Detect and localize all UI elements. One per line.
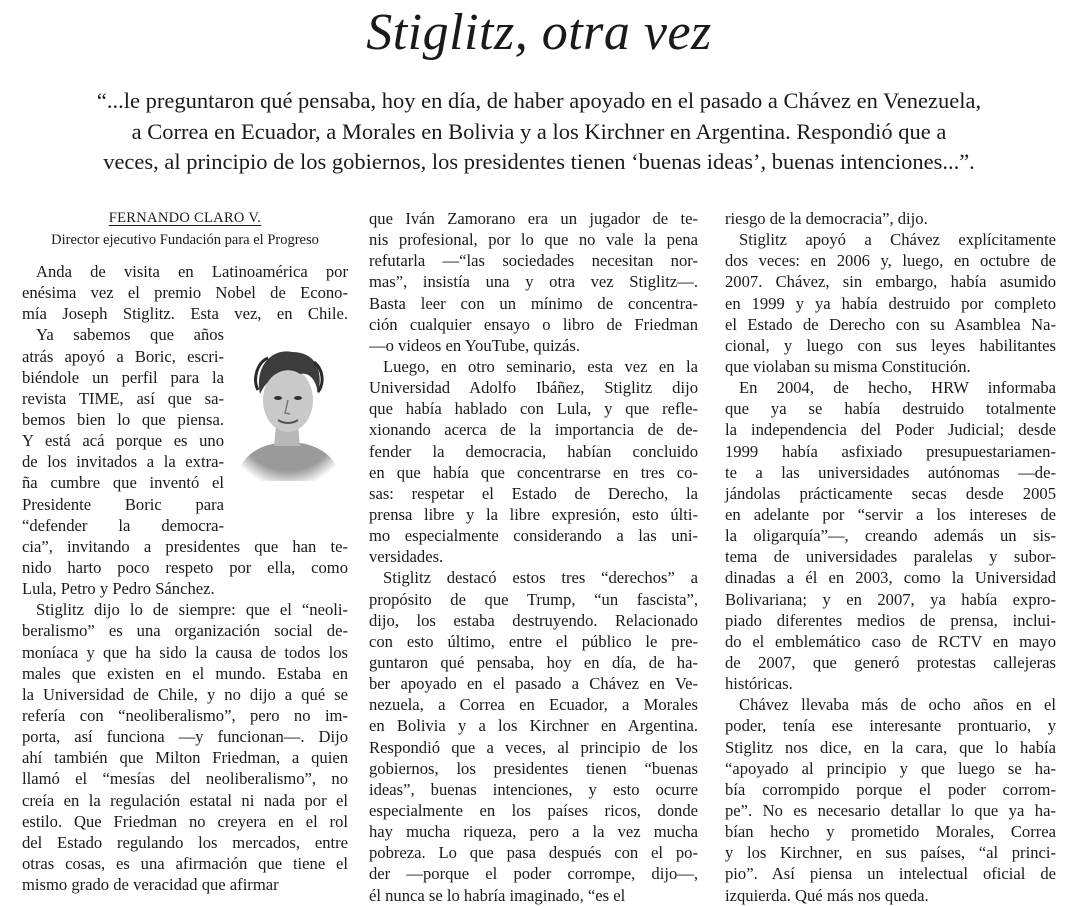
text-line: creía en la regulación estatal ni nada por el: [22, 790, 348, 810]
text-line: pio”. Así piensa un intelectual oficial de: [725, 864, 1056, 884]
text-line: Presidente Boric para: [22, 494, 224, 514]
text-line: y los Kirchner, en sus países, “al princi-: [725, 843, 1056, 863]
text-line: Anda de visita en Latinoamérica por: [36, 262, 348, 281]
text-line: él nunca se lo habría imaginado, “es el: [369, 885, 626, 905]
text-line: la oligarquía”—, creando además un sis-: [725, 526, 1056, 546]
text-line: xionando acerca de la importancia de de-: [369, 420, 698, 440]
text-line: con esto último, entre el público le pre-: [369, 631, 698, 651]
text-line: 1999 había asfixiado presupuestariamen-: [725, 441, 1056, 461]
text-line: enésima vez el premio Nobel de Econo-: [22, 283, 348, 303]
text-line: del Estado regulando los mercados, entre: [22, 832, 348, 852]
text-line: “defender la democra-: [22, 515, 224, 535]
text-line: de los invitados a la extra-: [22, 452, 224, 472]
text-line: atrás apoyó a Boric, escri-: [22, 346, 224, 366]
text-line: propósito de que Trump, “un fascista”,: [369, 589, 698, 609]
text-line: refería con “neoliberalismo”, pero no im-: [22, 705, 348, 725]
lead-line: veces, al principio de los gobiernos, los presidentes tienen ‘buenas ideas’, buenas intenciones...”.: [103, 149, 975, 174]
text-line: porta, así funciona —y funcionan—. Dijo: [22, 727, 348, 747]
text-line: males que existen en el mundo. Estaba en: [22, 663, 348, 683]
column-3: [725, 208, 1056, 906]
lead-line: “...le preguntaron qué pensaba, hoy en día, de haber apoyado en el pasado a Chávez en Venezuela,: [96, 88, 982, 113]
text-line: cional, y luego con sus leyes habilitantes: [725, 335, 1056, 355]
text-line: ña cumbre que inventó el: [22, 473, 224, 493]
text-line: en adelante por “servir a los intereses de: [725, 504, 1056, 524]
text-line: ber apoyado en el pasado a Chávez en Ve-: [369, 674, 698, 694]
text-line: ideas”, buenas intenciones, y esto ocurre: [369, 779, 698, 799]
text-line: mas”, insistía una y otra vez Stiglitz—.: [369, 272, 698, 292]
text-line: históricas.: [725, 674, 793, 694]
text-line: “apoyado al principio y que luego se ha-: [725, 758, 1056, 778]
text-line: Stiglitz destacó estos tres “derechos” a: [383, 568, 698, 588]
author-role: Director ejecutivo Fundación para el Progreso: [51, 232, 319, 248]
text-line: Luego, en otro seminario, esta vez en la: [383, 356, 698, 376]
author-name: FERNANDO CLARO V.: [108, 210, 262, 226]
text-line: dinadas a él en 2003, como la Universidad: [725, 568, 1056, 588]
text-line: mo especialmente considerando a las uni-: [369, 526, 698, 546]
text-line: hay mucha riqueza, pero a la vez mucha: [369, 822, 698, 842]
text-line: bemos bien lo que piensa.: [22, 409, 224, 429]
text-line: llamó el “mesías del neoliberalismo”, no: [22, 769, 348, 789]
text-line: de 2007, que generó protestas callejeras: [725, 652, 1056, 672]
text-line: nido harto poco respeto por ella, como: [22, 557, 348, 577]
text-line: que ya se había destruido totalmente: [725, 399, 1056, 419]
text-line: moníaca y que ha sido la causa de todos los: [22, 642, 348, 662]
text-line: Basta leer con un mínimo de concentra-: [369, 293, 698, 313]
column-1: [22, 208, 348, 895]
text-line: ahí también que Milton Friedman, a quien: [22, 748, 348, 768]
text-line: te a las universidades autónomas —de-: [725, 462, 1056, 482]
text-line: nis profesional, por lo que no vale la pena: [369, 230, 698, 250]
text-line: guntaron qué pensaba, hoy en día, de ha-: [369, 652, 698, 672]
text-line: dijo, los estaba destruyendo. Relacionado: [369, 610, 698, 630]
text-line: mismo grado de veracidad que afirmar: [22, 875, 279, 895]
lead-line: a Correa en Ecuador, a Morales en Bolivia y a los Kirchner en Argentina. Respondió que a: [131, 118, 947, 144]
text-line: biéndole un perfil para la: [22, 367, 224, 387]
text-line: bían hecho y prometido Morales, Correa: [725, 822, 1056, 842]
text-line: estilo. Que Friedman no creyera en el rol: [22, 811, 348, 831]
column-2-text: [369, 208, 698, 906]
author-photo: [228, 338, 348, 481]
text-line: —o videos en YouTube, quizás.: [369, 335, 580, 355]
text-line: piado diferentes medios de prensa, inclui-: [725, 610, 1056, 630]
text-line: versidades.: [369, 547, 444, 567]
text-line: en 1999 y ya había destruido por completo: [725, 293, 1056, 313]
text-line: especialmente en los países ricos, donde: [369, 800, 698, 820]
text-line: Stiglitz apoyó a Chávez explícitamente: [739, 230, 1056, 250]
text-line: refutarla —“las sociedades necesitan nor-: [369, 251, 698, 271]
text-line: Chávez llevaba más de ocho años en el: [739, 695, 1056, 715]
text-line: pobreza. Lo que pasa después con el po-: [369, 843, 698, 863]
text-line: bía corrompido porque el poder corrom-: [725, 779, 1056, 799]
text-line: otras cosas, es una afirmación que tiene el: [22, 853, 348, 873]
text-line: do el emblemático caso de RCTV en mayo: [725, 631, 1056, 651]
text-line: tema de universidades paralelas y subor-: [725, 547, 1056, 567]
text-line: mía Joseph Stiglitz. Esta vez, en Chile.: [22, 304, 348, 324]
text-line: Stiglitz nos dice, en la cara, que lo había: [725, 737, 1056, 757]
text-line: fender la democracia, habían concluido: [369, 441, 698, 461]
text-line: jándolas prácticamente secas desde 2005: [725, 483, 1056, 503]
text-line: sas: respetar el Estado de Derecho, la: [369, 483, 698, 503]
text-line: 2007. Chávez, sin embargo, había asumido: [725, 272, 1056, 292]
text-line: Bolivariana; y en 2007, ya había expro-: [725, 589, 1056, 609]
text-line: En 2004, de hecho, HRW informaba: [739, 378, 1056, 398]
text-line: Y está acá porque es uno: [22, 431, 224, 451]
text-line: poder, tenía ese interesante prontuario, y: [725, 716, 1056, 736]
text-line: Respondió que a veces, al principio de los: [369, 737, 698, 757]
text-line: la independencia del Poder Judicial; desde: [725, 420, 1056, 440]
text-line: der —porque el poder corrompe, dijo—,: [369, 864, 698, 884]
text-line: pe”. No es necesario detallar lo que ya ha-: [725, 800, 1056, 820]
text-line: que había hablado con Lula, y que refle-: [369, 399, 698, 419]
text-line: izquierda. Qué más nos queda.: [725, 885, 929, 905]
text-line: la Universidad de Chile, y no dijo a qué se: [22, 684, 348, 704]
text-line: que Iván Zamorano era un jugador de te-: [369, 209, 698, 228]
text-line: Stiglitz dijo lo de siempre: que el “neoli-: [36, 600, 348, 620]
text-line: Universidad Adolfo Ibáñez, Stiglitz dijo: [369, 378, 698, 398]
text-line: beralismo” es una organización social de-: [22, 621, 348, 641]
text-line: prensa libre y la libre expresión, esto últi-: [369, 504, 698, 524]
lead-quote: [20, 86, 1058, 178]
text-line: cia”, invitando a presidentes que han te-: [22, 536, 348, 556]
text-line: ción cualquier ensayo o libro de Friedman: [369, 314, 698, 334]
text-line: Ya sabemos que años: [36, 325, 224, 345]
text-line: gobiernos, los presidentes tienen “buenas: [369, 758, 698, 778]
text-line: revista TIME, así que sa-: [22, 388, 224, 408]
text-line: en Bolivia y a los Kirchner en Argentina.: [369, 716, 698, 736]
text-line: nezuela, a Correa en Ecuador, a Morales: [369, 695, 698, 715]
column-3-text: [725, 208, 1056, 906]
text-line: Lula, Petro y Pedro Sánchez.: [22, 579, 215, 599]
text-line: dos veces: en 2006 y, luego, en octubre de: [725, 251, 1056, 271]
column-2: [369, 208, 698, 906]
text-line: en que había que concentrarse en tres co-: [369, 462, 698, 482]
text-line: riesgo de la democracia”, dijo.: [725, 209, 928, 228]
article-title: Stiglitz, otra vez: [366, 4, 712, 61]
text-line: que violaban su misma Constitución.: [725, 356, 971, 376]
text-line: el Estado de Derecho con su Asamblea Na-: [725, 314, 1056, 334]
